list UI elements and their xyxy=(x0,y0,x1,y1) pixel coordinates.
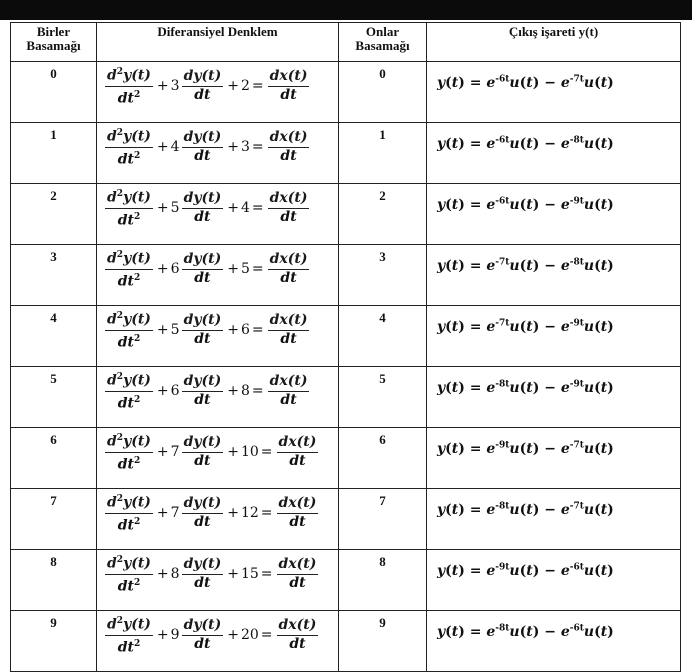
coef-a: 5 xyxy=(170,321,180,338)
output-cell xyxy=(427,550,681,611)
exponent-1: -6t xyxy=(495,135,510,146)
table-row xyxy=(11,123,681,184)
differential-equation: $\frac{d^2y(t)}{dt^2}$ + 9 $\frac{dy(t)}{dt}$ + 20 = $\frac{dx(t)}{dt}$ xyxy=(103,613,338,656)
output-signal: $y(t) = e^{-6t}u(t) - e^{-9t}u(t)$ xyxy=(437,196,614,213)
exponent-1: -7t xyxy=(495,257,510,268)
input-derivative-term: $\frac{dx(t)}{dt}$ xyxy=(269,250,308,286)
output-signal: $y(t) = e^{-6t}u(t) - e^{-8t}u(t)$ xyxy=(437,135,614,152)
onlar-value: 3 xyxy=(379,249,386,264)
birler-cell xyxy=(11,367,97,428)
birler-value: 1 xyxy=(50,127,57,142)
differential-equation: $\frac{d^2y(t)}{dt^2}$ + 3 $\frac{dy(t)}{dt}$ + 2 = $\frac{dx(t)}{dt}$ xyxy=(103,64,338,107)
birler-value: 0 xyxy=(50,66,57,81)
equation-cell xyxy=(97,367,339,428)
onlar-cell xyxy=(339,306,427,367)
output-signal: $y(t) = e^{-7t}u(t) - e^{-9t}u(t)$ xyxy=(437,318,614,335)
equation-cell xyxy=(97,184,339,245)
first-derivative-term: $\frac{dy(t)}{dt}$ xyxy=(183,433,222,469)
differential-equation: $\frac{d^2y(t)}{dt^2}$ + 6 $\frac{dy(t)}{dt}$ + 8 = $\frac{dx(t)}{dt}$ xyxy=(103,369,338,412)
coef-b: 20 xyxy=(240,626,259,643)
differential-equation: $\frac{d^2y(t)}{dt^2}$ + 5 $\frac{dy(t)}{dt}$ + 4 = $\frac{dx(t)}{dt}$ xyxy=(103,186,338,229)
onlar-value: 7 xyxy=(379,493,386,508)
onlar-cell xyxy=(339,123,427,184)
exponent-2: -8t xyxy=(569,257,584,268)
second-derivative-term: $\frac{d^2y(t)}{dt^2}$ xyxy=(105,491,153,534)
birler-value: 8 xyxy=(50,554,57,569)
coef-a: 8 xyxy=(170,565,180,582)
coef-a: 7 xyxy=(170,504,180,521)
coef-b: 8 xyxy=(240,382,250,399)
onlar-cell xyxy=(339,550,427,611)
onlar-cell xyxy=(339,489,427,550)
exponent-1: -8t xyxy=(495,379,510,390)
table-row xyxy=(11,184,681,245)
differential-equation: $\frac{d^2y(t)}{dt^2}$ + 4 $\frac{dy(t)}{dt}$ + 3 = $\frac{dx(t)}{dt}$ xyxy=(103,125,338,168)
differential-equation: $\frac{d^2y(t)}{dt^2}$ + 6 $\frac{dy(t)}{dt}$ + 5 = $\frac{dx(t)}{dt}$ xyxy=(103,247,338,290)
first-derivative-term: $\frac{dy(t)}{dt}$ xyxy=(183,616,222,652)
output-cell xyxy=(427,611,681,672)
coef-a: 6 xyxy=(170,260,180,277)
table-row xyxy=(11,550,681,611)
table-row xyxy=(11,489,681,550)
coef-a: 5 xyxy=(170,199,180,216)
exponent-1: -8t xyxy=(495,623,510,634)
coef-b: 15 xyxy=(240,565,259,582)
output-signal: $y(t) = e^{-9t}u(t) - e^{-7t}u(t)$ xyxy=(437,440,614,457)
second-derivative-term: $\frac{d^2y(t)}{dt^2}$ xyxy=(105,247,153,290)
coef-b: 12 xyxy=(240,504,259,521)
first-derivative-term: $\frac{dy(t)}{dt}$ xyxy=(183,67,222,103)
header-diferansiyel: Diferansiyel Denklem xyxy=(97,23,339,62)
second-derivative-term: $\frac{d^2y(t)}{dt^2}$ xyxy=(105,430,153,473)
onlar-cell xyxy=(339,367,427,428)
coef-b: 2 xyxy=(240,77,250,94)
output-cell xyxy=(427,306,681,367)
output-signal: $y(t) = e^{-8t}u(t) - e^{-6t}u(t)$ xyxy=(437,623,614,640)
differential-equation: $\frac{d^2y(t)}{dt^2}$ + 7 $\frac{dy(t)}{dt}$ + 12 = $\frac{dx(t)}{dt}$ xyxy=(103,491,338,534)
output-signal: $y(t) = e^{-6t}u(t) - e^{-7t}u(t)$ xyxy=(437,74,614,91)
exponent-2: -6t xyxy=(569,623,584,634)
coef-a: 4 xyxy=(170,138,180,155)
onlar-value: 5 xyxy=(379,371,386,386)
input-derivative-term: $\frac{dx(t)}{dt}$ xyxy=(269,189,308,225)
birler-cell xyxy=(11,550,97,611)
header-onlar: Onlar Basamağı xyxy=(339,23,427,62)
birler-value: 6 xyxy=(50,432,57,447)
onlar-cell xyxy=(339,428,427,489)
first-derivative-term: $\frac{dy(t)}{dt}$ xyxy=(183,311,222,347)
birler-value: 7 xyxy=(50,493,57,508)
second-derivative-term: $\frac{d^2y(t)}{dt^2}$ xyxy=(105,552,153,595)
exponent-2: -7t xyxy=(569,74,584,85)
equation-cell xyxy=(97,245,339,306)
output-signal: $y(t) = e^{-7t}u(t) - e^{-8t}u(t)$ xyxy=(437,257,614,274)
onlar-cell xyxy=(339,62,427,123)
coef-b: 6 xyxy=(240,321,250,338)
first-derivative-term: $\frac{dy(t)}{dt}$ xyxy=(183,189,222,225)
coef-b: 10 xyxy=(240,443,259,460)
coef-a: 7 xyxy=(170,443,180,460)
coef-b: 4 xyxy=(240,199,250,216)
birler-cell xyxy=(11,123,97,184)
exponent-1: -8t xyxy=(495,501,510,512)
birler-cell xyxy=(11,489,97,550)
birler-value: 4 xyxy=(50,310,57,325)
birler-cell xyxy=(11,428,97,489)
second-derivative-term: $\frac{d^2y(t)}{dt^2}$ xyxy=(105,125,153,168)
first-derivative-term: $\frac{dy(t)}{dt}$ xyxy=(183,128,222,164)
birler-cell xyxy=(11,611,97,672)
header-cikis: Çıkış işareti y(t) xyxy=(427,23,681,62)
exponent-2: -7t xyxy=(569,501,584,512)
output-cell xyxy=(427,489,681,550)
exponent-1: -6t xyxy=(495,196,510,207)
output-cell xyxy=(427,428,681,489)
coef-a: 3 xyxy=(170,77,180,94)
differential-equation: $\frac{d^2y(t)}{dt^2}$ + 7 $\frac{dy(t)}{dt}$ + 10 = $\frac{dx(t)}{dt}$ xyxy=(103,430,338,473)
onlar-value: 6 xyxy=(379,432,386,447)
output-signal: $y(t) = e^{-8t}u(t) - e^{-9t}u(t)$ xyxy=(437,379,614,396)
header-birler: Birler Basamağı xyxy=(11,23,97,62)
birler-cell xyxy=(11,184,97,245)
exponent-2: -9t xyxy=(569,196,584,207)
output-cell xyxy=(427,184,681,245)
output-signal: $y(t) = e^{-8t}u(t) - e^{-7t}u(t)$ xyxy=(437,501,614,518)
second-derivative-term: $\frac{d^2y(t)}{dt^2}$ xyxy=(105,186,153,229)
output-cell xyxy=(427,123,681,184)
exponent-2: -6t xyxy=(569,562,584,573)
input-derivative-term: $\frac{dx(t)}{dt}$ xyxy=(269,128,308,164)
output-cell xyxy=(427,62,681,123)
onlar-value: 4 xyxy=(379,310,386,325)
birler-cell xyxy=(11,245,97,306)
first-derivative-term: $\frac{dy(t)}{dt}$ xyxy=(183,555,222,591)
equation-cell xyxy=(97,428,339,489)
differential-equation: $\frac{d^2y(t)}{dt^2}$ + 5 $\frac{dy(t)}{dt}$ + 6 = $\frac{dx(t)}{dt}$ xyxy=(103,308,338,351)
second-derivative-term: $\frac{d^2y(t)}{dt^2}$ xyxy=(105,64,153,107)
equation-cell xyxy=(97,123,339,184)
differential-equation: $\frac{d^2y(t)}{dt^2}$ + 8 $\frac{dy(t)}{dt}$ + 15 = $\frac{dx(t)}{dt}$ xyxy=(103,552,338,595)
differential-equation-table xyxy=(10,22,681,672)
output-cell xyxy=(427,245,681,306)
table-row xyxy=(11,428,681,489)
birler-value: 5 xyxy=(50,371,57,386)
table-row xyxy=(11,611,681,672)
exponent-2: -8t xyxy=(569,135,584,146)
exponent-1: -6t xyxy=(495,74,510,85)
table-row xyxy=(11,245,681,306)
output-signal: $y(t) = e^{-9t}u(t) - e^{-6t}u(t)$ xyxy=(437,562,614,579)
coef-a: 6 xyxy=(170,382,180,399)
second-derivative-term: $\frac{d^2y(t)}{dt^2}$ xyxy=(105,308,153,351)
input-derivative-term: $\frac{dx(t)}{dt}$ xyxy=(269,67,308,103)
onlar-value: 1 xyxy=(379,127,386,142)
exponent-1: -7t xyxy=(495,318,510,329)
input-derivative-term: $\frac{dx(t)}{dt}$ xyxy=(278,433,317,469)
exponent-2: -9t xyxy=(569,379,584,390)
coef-a: 9 xyxy=(170,626,180,643)
input-derivative-term: $\frac{dx(t)}{dt}$ xyxy=(278,555,317,591)
first-derivative-term: $\frac{dy(t)}{dt}$ xyxy=(183,494,222,530)
onlar-value: 0 xyxy=(379,66,386,81)
onlar-cell xyxy=(339,611,427,672)
exponent-2: -7t xyxy=(569,440,584,451)
equation-cell xyxy=(97,62,339,123)
exponent-2: -9t xyxy=(569,318,584,329)
first-derivative-term: $\frac{dy(t)}{dt}$ xyxy=(183,372,222,408)
coef-b: 3 xyxy=(240,138,250,155)
top-bar xyxy=(0,0,692,20)
equation-cell xyxy=(97,489,339,550)
birler-cell xyxy=(11,62,97,123)
onlar-value: 2 xyxy=(379,188,386,203)
table-row xyxy=(11,306,681,367)
table-row xyxy=(11,62,681,123)
table-row xyxy=(11,367,681,428)
first-derivative-term: $\frac{dy(t)}{dt}$ xyxy=(183,250,222,286)
coef-b: 5 xyxy=(240,260,250,277)
onlar-cell xyxy=(339,184,427,245)
birler-value: 2 xyxy=(50,188,57,203)
second-derivative-term: $\frac{d^2y(t)}{dt^2}$ xyxy=(105,613,153,656)
birler-value: 9 xyxy=(50,615,57,630)
equation-cell xyxy=(97,550,339,611)
exponent-1: -9t xyxy=(495,562,510,573)
input-derivative-term: $\frac{dx(t)}{dt}$ xyxy=(278,494,317,530)
input-derivative-term: $\frac{dx(t)}{dt}$ xyxy=(269,372,308,408)
birler-cell xyxy=(11,306,97,367)
equation-cell xyxy=(97,611,339,672)
onlar-value: 9 xyxy=(379,615,386,630)
birler-value: 3 xyxy=(50,249,57,264)
header-row xyxy=(11,23,681,62)
output-cell xyxy=(427,367,681,428)
onlar-cell xyxy=(339,245,427,306)
input-derivative-term: $\frac{dx(t)}{dt}$ xyxy=(278,616,317,652)
second-derivative-term: $\frac{d^2y(t)}{dt^2}$ xyxy=(105,369,153,412)
input-derivative-term: $\frac{dx(t)}{dt}$ xyxy=(269,311,308,347)
onlar-value: 8 xyxy=(379,554,386,569)
exponent-1: -9t xyxy=(495,440,510,451)
equation-cell xyxy=(97,306,339,367)
